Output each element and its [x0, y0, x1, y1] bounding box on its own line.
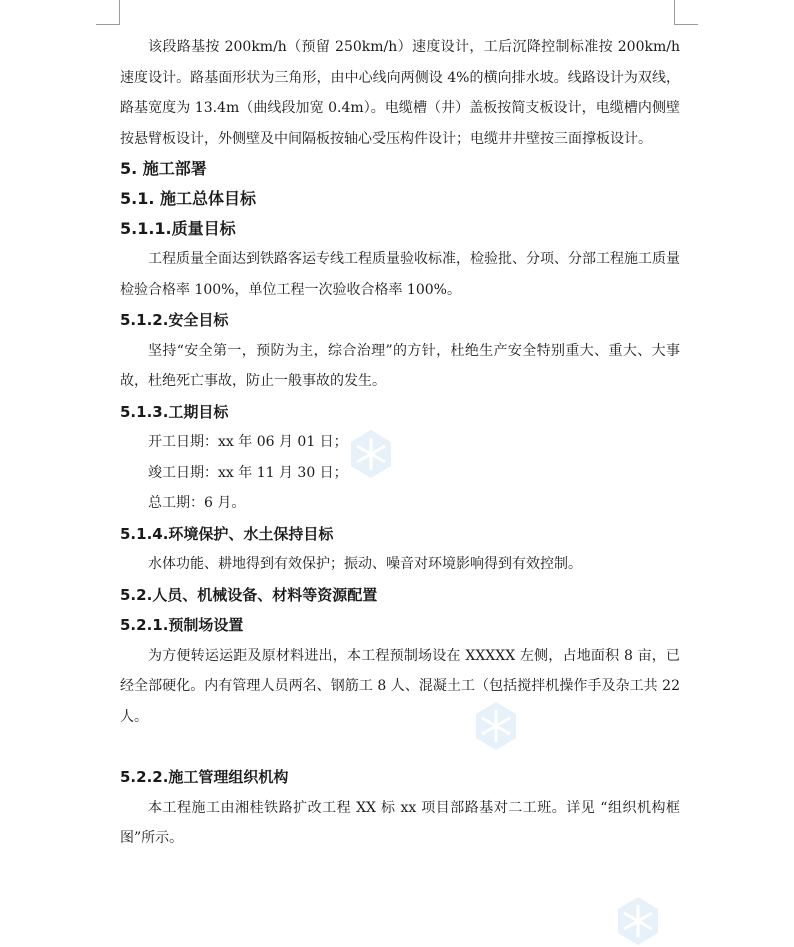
document-page [120, 32, 680, 854]
paragraph-total-period: 总工期：6 月。 [148, 495, 246, 511]
paragraph-start-date: 开工日期：xx 年 06 月 01 日； [148, 434, 348, 450]
heading-5: 5. 施工部署 [120, 159, 207, 178]
watermark-icon [612, 895, 664, 947]
paragraph-prefab: 为方便转运运距及原材料进出，本工程预制场设在 XXXXX 左侧，占地面积 8 亩，已经全部硬化。内有管理人员两名、钢筋工 8 人、混凝土工（包括搅拌机操作手及杂工共 22 人。 [120, 647, 680, 725]
crop-mark-top-left-vertical [119, 0, 120, 24]
heading-5-2-2: 5.2.2.施工管理组织机构 [120, 768, 289, 786]
heading-5-2: 5.2.人员、机械设备、材料等资源配置 [120, 585, 378, 604]
crop-mark-top-right-horizontal [674, 24, 698, 25]
paragraph-intro: 该段路基按 200km/h（预留 250km/h）速度设计，工后沉降控制标准按 200km/h 速度设计。路基面形状为三角形，由中心线向两侧设 4%的横向排水坡。线路设计为双线，路基宽度为 13.4m（曲线段加宽 0.4m）。电缆槽（井）盖板按简支板设计，电缆槽内侧壁按悬臂板设计，外侧壁及中间隔板按轴心受压构件设计；电缆井井壁按三面撑板设计。 [120, 39, 680, 147]
paragraph-environment: 水体功能、耕地得到有效保护；振动、噪音对环境影响得到有效控制。 [148, 556, 582, 572]
blank-line [120, 732, 680, 762]
paragraph-safety: 坚持“安全第一，预防为主，综合治理”的方针，杜绝生产安全特别重大、重大、大事故，杜绝死亡事故，防止一般事故的发生。 [120, 342, 680, 389]
paragraph-quality: 工程质量全面达到铁路客运专线工程质量验收标准，检验批、分项、分部工程施工质量检验合格率 100%，单位工程一次验收合格率 100%。 [120, 251, 680, 298]
heading-5-1-3: 5.1.3.工期目标 [120, 402, 229, 421]
heading-5-1: 5.1. 施工总体目标 [120, 189, 256, 208]
heading-5-1-2: 5.1.2.安全目标 [120, 311, 229, 329]
heading-5-1-1: 5.1.1.质量目标 [120, 219, 236, 238]
paragraph-end-date: 竣工日期：xx 年 11 月 30 日； [148, 464, 348, 481]
crop-mark-top-right-vertical [674, 0, 675, 24]
heading-5-2-1: 5.2.1.预制场设置 [120, 616, 244, 634]
crop-mark-top-left-horizontal [96, 24, 120, 25]
paragraph-organization: 本工程施工由湘桂铁路扩改工程 XX 标 xx 项目部路基对二工班。详见 “组织机构框图”所示。 [120, 799, 680, 846]
heading-5-1-4: 5.1.4.环境保护、水土保持目标 [120, 524, 334, 543]
